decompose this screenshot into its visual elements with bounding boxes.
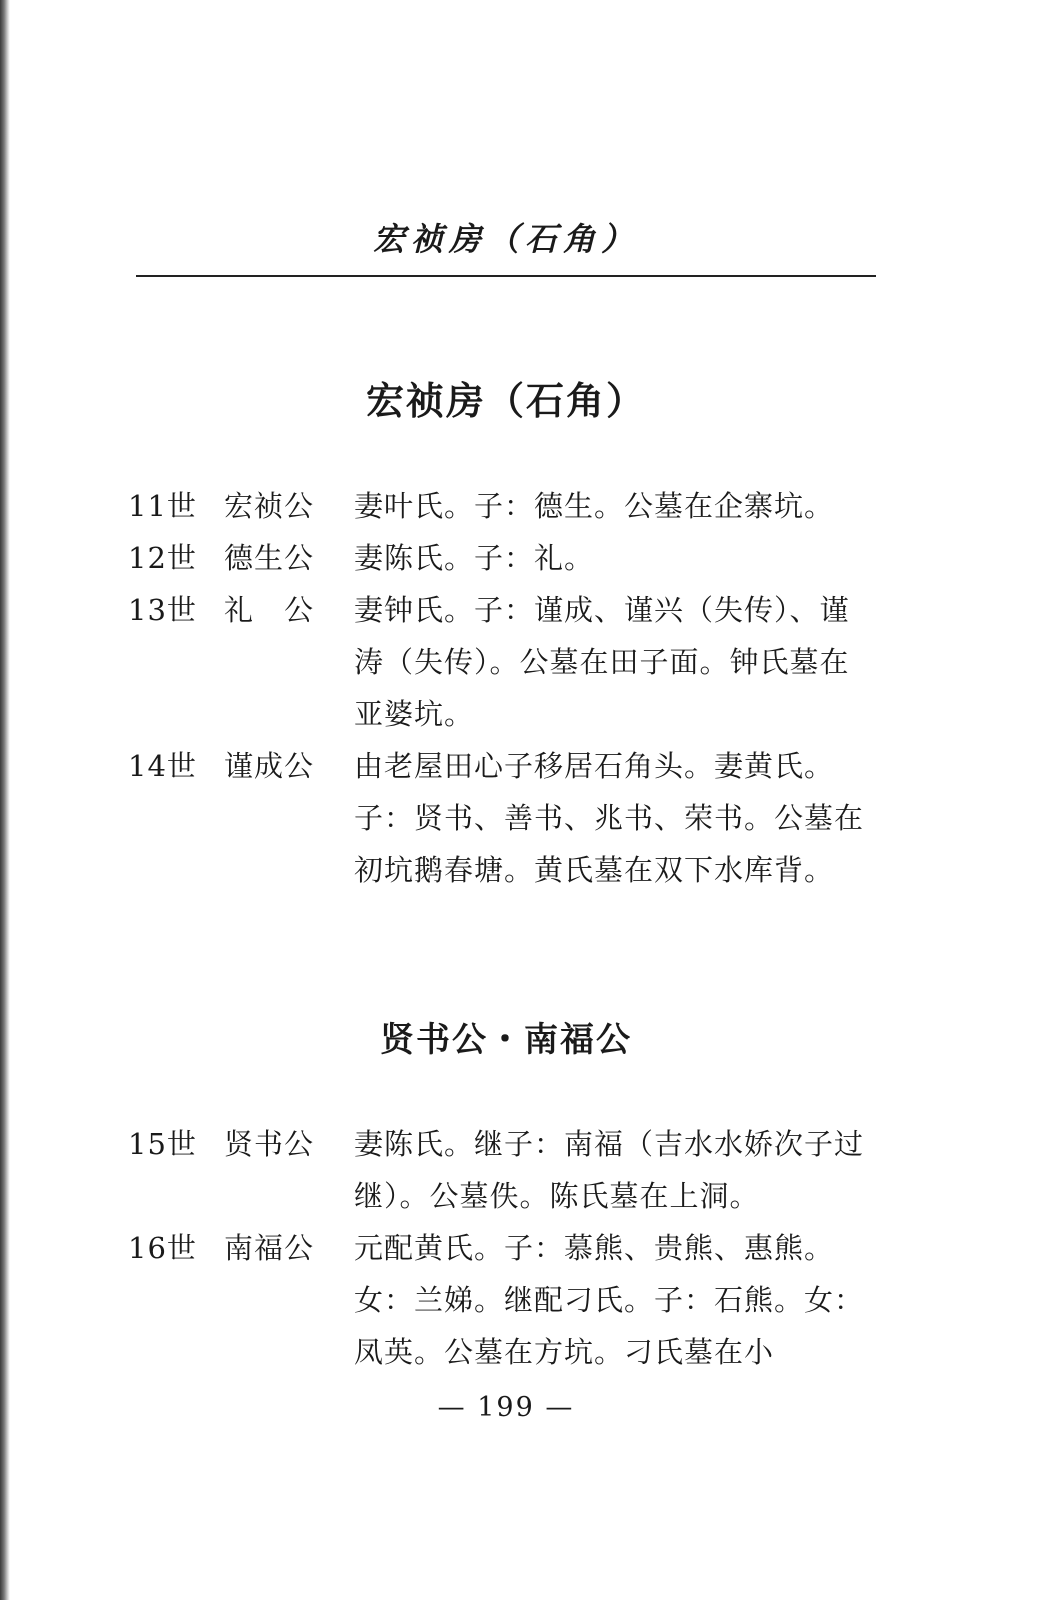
genealogy-entry (128, 1118, 888, 1222)
generation-label: 16世 (128, 1231, 197, 1265)
genealogy-entry (128, 584, 888, 740)
entry-description: 妻叶氏。子：德生。公墓在企寨坑。 (354, 489, 835, 523)
section-title: 宏祯房（石角） (365, 378, 646, 423)
genealogy-entry (128, 480, 888, 532)
generation-label: 15世 (128, 1127, 197, 1161)
entry-description: 妻陈氏。子：礼。 (354, 541, 595, 575)
generation-label: 13世 (128, 593, 197, 627)
entry-description: 妻钟氏。子：谨成、谨兴（失传）、谨涛（失传）。公墓在田子面。钟氏墓在亚婆坑。 (354, 593, 850, 731)
person-name: 礼 公 (224, 593, 315, 627)
section-title: 贤书公・南福公 (380, 1020, 632, 1060)
entry-description: 元配黄氏。子：慕熊、贵熊、惠熊。女：兰娣。继配刁氏。子：石熊。女：凤英。公墓在方坑。刁氏墓在小 (354, 1231, 865, 1369)
genealogy-entries (128, 1118, 888, 1378)
generation-label: 14世 (128, 749, 197, 783)
person-name: 南福公 (224, 1231, 315, 1265)
running-header: 宏祯房（石角） (372, 220, 639, 258)
header-rule (136, 275, 876, 277)
entry-description: 妻陈氏。继子：南福（吉水水娇次子过继）。公墓佚。陈氏墓在上洞。 (354, 1127, 865, 1213)
genealogy-entry (128, 532, 888, 584)
genealogy-entry (128, 740, 888, 896)
page-binding-edge (0, 0, 10, 1600)
entry-description: 由老屋田心子移居石角头。妻黄氏。子：贤书、善书、兆书、荣书。公墓在初坑鹅春塘。黄氏墓在双下水库背。 (354, 749, 865, 887)
page-number: — 199 — (437, 1392, 575, 1423)
generation-label: 12世 (128, 541, 197, 575)
person-name: 谨成公 (224, 749, 315, 783)
genealogy-entries (128, 480, 888, 896)
genealogy-entry (128, 1222, 888, 1378)
person-name: 贤书公 (224, 1127, 315, 1161)
person-name: 宏祯公 (224, 489, 315, 523)
generation-label: 11世 (128, 489, 197, 523)
person-name: 德生公 (224, 541, 315, 575)
